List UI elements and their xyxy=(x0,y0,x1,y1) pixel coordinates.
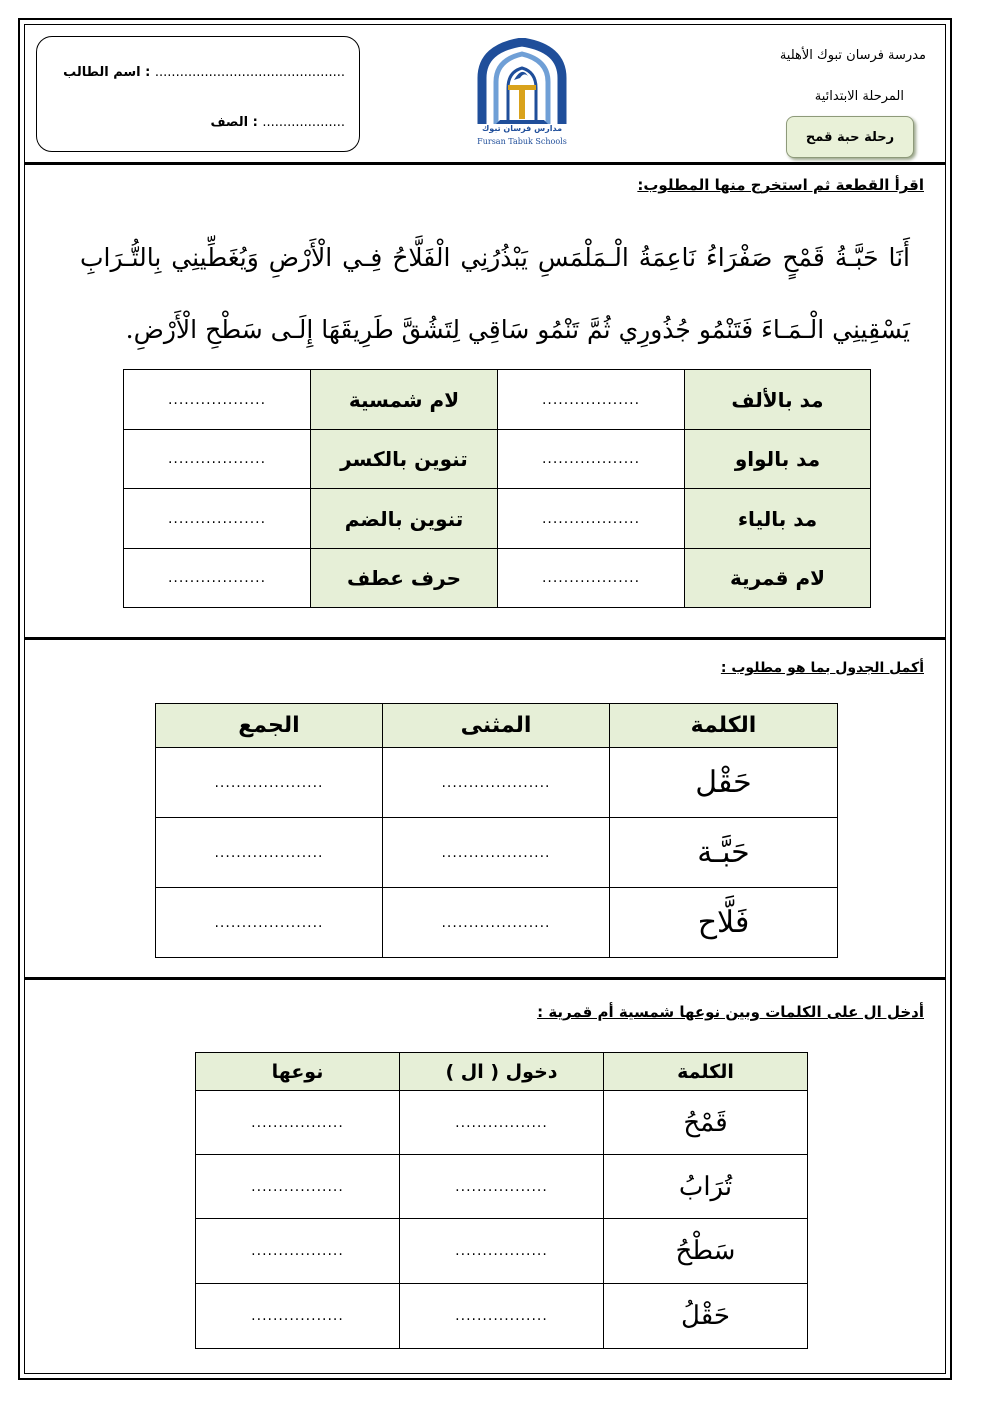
student-info-box xyxy=(36,36,360,152)
reading-passage xyxy=(80,222,910,366)
table-row xyxy=(156,888,838,958)
dual-answer-cell[interactable]: .................... xyxy=(383,888,610,958)
divider-header xyxy=(24,162,946,165)
word-cell: تُرَابُ xyxy=(604,1155,808,1219)
label-cell: مد بالياء xyxy=(685,489,871,549)
with-al-answer-cell[interactable]: ................. xyxy=(400,1219,604,1284)
logo-text-english: Fursan Tabuk Schools xyxy=(477,137,567,146)
al-type-table xyxy=(195,1052,808,1349)
label-cell: لام قمرية xyxy=(685,549,871,608)
dual-plural-table xyxy=(155,703,838,958)
answer-cell[interactable]: .................. xyxy=(498,549,685,608)
passage-line-1: أَنَا حَبَّـةُ قَمْحٍ صَفْرَاءُ نَاعِمَةُ الْـمَلْمَسِ يَبْذُرُنِي الْفَلَّاحُ فِـي الْأَرْضِ وَيُغَطِّينِي بِالتُّـرَابِ xyxy=(80,243,910,272)
section1-instruction: اقرأ القطعة ثم استخرج منها المطلوب: xyxy=(637,176,924,194)
label-cell: مد بالألف xyxy=(685,370,871,430)
logo-text-arabic: مدارس فرسان تبوك xyxy=(481,124,563,133)
answer-cell[interactable]: .................. xyxy=(498,430,685,489)
student-name-field[interactable]: .............................................. xyxy=(154,65,345,80)
table-row xyxy=(124,370,871,430)
label-cell: تنوين بالضم xyxy=(311,489,498,549)
plural-answer-cell[interactable]: .................... xyxy=(156,818,383,888)
dual-answer-cell[interactable]: .................... xyxy=(383,818,610,888)
student-name-line xyxy=(63,65,345,80)
header-with-al: دخول ( ال ) xyxy=(400,1053,604,1091)
class-label: الصف : xyxy=(210,115,258,130)
section2-instruction: أكمل الجدول بما هو مطلوب : xyxy=(720,660,924,676)
answer-cell[interactable]: .................. xyxy=(124,549,311,608)
divider-section2 xyxy=(24,977,946,980)
table-row xyxy=(196,1284,808,1349)
table-row xyxy=(156,748,838,818)
table-row xyxy=(196,1155,808,1219)
header-word: الكلمة xyxy=(604,1053,808,1091)
label-cell: حرف عطف xyxy=(311,549,498,608)
table-row xyxy=(156,818,838,888)
type-answer-cell[interactable]: ................. xyxy=(196,1219,400,1284)
dual-answer-cell[interactable]: .................... xyxy=(383,748,610,818)
answer-cell[interactable]: .................. xyxy=(498,370,685,430)
plural-answer-cell[interactable]: .................... xyxy=(156,888,383,958)
word-cell: حَقْلُ xyxy=(604,1284,808,1349)
word-cell: سَطْحُ xyxy=(604,1219,808,1284)
header-dual: المثنى xyxy=(383,704,610,748)
class-field[interactable]: .................... xyxy=(262,115,345,130)
with-al-answer-cell[interactable]: ................. xyxy=(400,1284,604,1349)
student-name-label: اسم الطالب : xyxy=(63,65,151,80)
section3-instruction: أدخل ال على الكلمات وبين نوعها شمسية أم قمرية : xyxy=(537,1003,924,1021)
label-cell: تنوين بالكسر xyxy=(311,430,498,489)
word-cell: فَلَّاح xyxy=(610,888,838,958)
word-cell: قَمْحُ xyxy=(604,1091,808,1155)
table-row xyxy=(124,430,871,489)
word-cell: حَبَّـة xyxy=(610,818,838,888)
table-header-row xyxy=(196,1053,808,1091)
with-al-answer-cell[interactable]: ................. xyxy=(400,1091,604,1155)
school-logo xyxy=(472,38,572,150)
table-row xyxy=(196,1219,808,1284)
table-row xyxy=(196,1091,808,1155)
label-cell: مد بالواو xyxy=(685,430,871,489)
answer-cell[interactable]: .................. xyxy=(124,489,311,549)
header-type: نوعها xyxy=(196,1053,400,1091)
lesson-title-badge: رحلة حبة قمح xyxy=(786,116,914,158)
class-line xyxy=(210,115,345,130)
answer-cell[interactable]: .................. xyxy=(124,370,311,430)
table-row xyxy=(124,489,871,549)
school-stage: المرحلة الابتدائية xyxy=(814,89,904,104)
extraction-table xyxy=(123,369,871,608)
plural-answer-cell[interactable]: .................... xyxy=(156,748,383,818)
header-word: الكلمة xyxy=(610,704,838,748)
passage-line-2: يَسْقِينِي الْـمَـاءَ فَتَنْمُو جُذُورِي ثُمَّ تَنْمُو سَاقِي لِتَشُقَّ طَرِيقَهَا إِلَـى سَطْحِ الْأَرْضِ. xyxy=(125,315,910,344)
with-al-answer-cell[interactable]: ................. xyxy=(400,1155,604,1219)
answer-cell[interactable]: .................. xyxy=(498,489,685,549)
divider-section1 xyxy=(24,637,946,640)
type-answer-cell[interactable]: ................. xyxy=(196,1091,400,1155)
type-answer-cell[interactable]: ................. xyxy=(196,1155,400,1219)
word-cell: حَقْل xyxy=(610,748,838,818)
type-answer-cell[interactable]: ................. xyxy=(196,1284,400,1349)
label-cell: لام شمسية xyxy=(311,370,498,430)
answer-cell[interactable]: .................. xyxy=(124,430,311,489)
table-header-row xyxy=(156,704,838,748)
header-plural: الجمع xyxy=(156,704,383,748)
school-name: مدرسة فرسان تبوك الأهلية xyxy=(779,48,926,63)
table-row xyxy=(124,549,871,608)
